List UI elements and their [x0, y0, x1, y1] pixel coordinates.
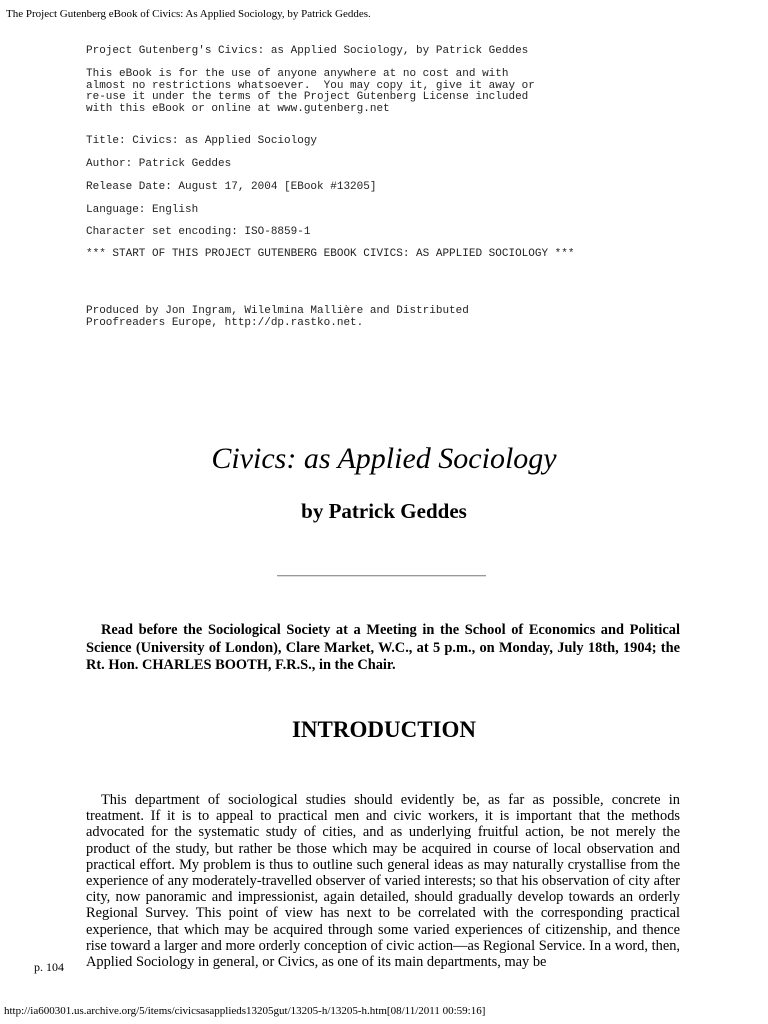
meta-release-date: Release Date: August 17, 2004 [EBook #13205] — [86, 181, 377, 193]
meta-author: Author: Patrick Geddes — [86, 158, 232, 170]
section-heading: INTRODUCTION — [291, 717, 477, 742]
meta-encoding: Character set encoding: ISO-8859-1 — [86, 226, 311, 238]
print-header: The Project Gutenberg eBook of Civics: As Applied Sociology, by Patrick Geddes. — [6, 8, 371, 20]
page-number: p. 104 — [34, 960, 64, 974]
produced-by: Produced by Jon Ingram, Wilelmina Mallière and Distributed Proofreaders Europe, http://dp.rastko.net. — [86, 305, 469, 329]
license-notice: This eBook is for the use of anyone anywhere at no cost and with almost no restrictions whatsoever. You may copy it, give it away or re-use it under the terms of the Project Gutenberg License included with this eBook or online at www.gutenberg.net — [86, 68, 535, 115]
book-author: by Patrick Geddes — [301, 499, 467, 523]
horizontal-rule — [277, 575, 486, 577]
meta-title: Title: Civics: as Applied Sociology — [86, 135, 318, 147]
start-marker: *** START OF THIS PROJECT GUTENBERG EBOOK CIVICS: AS APPLIED SOCIOLOGY *** — [86, 248, 575, 260]
book-title: Civics: as Applied Sociology — [211, 442, 557, 475]
meta-language: Language: English — [86, 204, 199, 216]
body-paragraph: This department of sociological studies should evidently be, as far as possible, concrete in treatment. If it is to appeal to practical men and civic workers, it is important that the methods advocated for the systematic study of cities, and as underlying fruitful action, be not merely the product of the study, but rather be those which may be acquired in course of local observation and practical effort. My problem is thus to outline such general ideas as may naturally crystallise from the experience of any moderately-travelled observer of varied interests; so that his observation of city after city, now panoramic and impressionist, again detailed, should gradually develop towards an orderly Regional Survey. This point of view has next to be correlated with the corresponding practical experience, that which may be acquired through some varied experiences of citizenship, and thence rise toward a larger and more orderly conception of civic action—as Regional Service. In a word, then, Applied Sociology in general, or Civics, as one of its main departments, may be — [86, 792, 680, 971]
gutenberg-header-line: Project Gutenberg's Civics: as Applied Sociology, by Patrick Geddes — [86, 45, 529, 57]
print-footer: http://ia600301.us.archive.org/5/items/civicsasapplieds13205gut/13205-h/13205-h.htm[08/11/2011 00:59:16] — [4, 1005, 486, 1017]
meeting-note: Read before the Sociological Society at a Meeting in the School of Economics and Political Science (University of London), Clare Market, W.C., at 5 p.m., on Monday, July 18th, 1904; the Rt. Hon. CHARLES BOOTH, F.R.S., in the Chair. — [86, 622, 680, 673]
